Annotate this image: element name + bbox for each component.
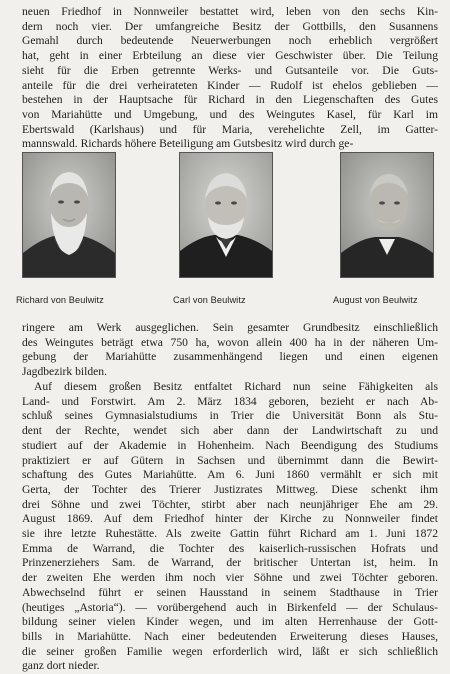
text-line: Ebertswald (Karlshaus) und für Maria, verehelichte Zell, im Gatter- xyxy=(22,122,438,136)
portrait-photo-august xyxy=(340,152,434,278)
portrait-caption-august: August von Beulwitz xyxy=(333,295,418,305)
text-line: hat, geht in einer Erbteilung an diese vier Geschwister über. Die Teilung xyxy=(22,49,438,63)
text-line: ganz dort nieder. xyxy=(22,659,100,673)
text-line: schaftung des Gutes Mariahütte. Am 6. Juni 1860 vermählt er sich mit xyxy=(22,468,438,482)
paragraph-family-estate xyxy=(22,5,438,152)
text-line: neuen Friedhof in Nonnweiler bestattet wird, leben von den sechs Kin- xyxy=(22,5,438,18)
text-line: sieht für die Erben getrennte Werks- und Gutsanteile vor. Die Guts- xyxy=(22,63,438,77)
text-line: anteile für die drei verheirateten Kinder — Rudolf ist ehelos geblieben — xyxy=(22,78,438,92)
text-line: Emma de Warrand, die Tochter des kaiserlich-russischen Hofrats und xyxy=(22,541,438,555)
text-line: die seiner großen Familie wegen erforderlich wird, läßt er sich schließlich xyxy=(22,644,438,658)
portrait-caption-carl: Carl von Beulwitz xyxy=(173,295,246,305)
text-line: ringere am Werk ausgeglichen. Sein gesamter Grundbesitz einschließlich xyxy=(22,321,438,334)
text-line: Land- und Forstwirt. Am 2. März 1834 geboren, bezieht er nach Ab- xyxy=(22,394,438,408)
text-line: August 1869. Auf dem Friedhof hinter der Kirche zu Nonnweiler findet xyxy=(22,512,438,526)
paragraph-richard-biography xyxy=(22,380,438,674)
text-line: schluß seines Gymnasialstudiums in Trier die Universität Bonn als Stu- xyxy=(22,409,438,423)
portrait-caption-richard: Richard von Beulwitz xyxy=(16,295,104,305)
text-line: der zweiten Ehe werden ihm noch vier Söhne und zwei Töchter geboren. xyxy=(22,571,438,585)
text-line: dern noch vier. Der umfangreiche Besitz der Gottbills, den Susannens xyxy=(22,19,438,33)
paragraph-land-holdings xyxy=(22,321,438,380)
text-line: von Mariahütte und Umgebung, und des Weingutes Kasel, für Karl im xyxy=(22,107,438,121)
text-line: dent der Rechte, wendet sich aber dann der Landwirtschaft zu und xyxy=(22,424,438,438)
text-line: bestehen in der Hauptsache für Richard in den Liegenschaften des Gutes xyxy=(22,93,438,107)
text-line: bills in Mariahütte. Nach einer bedeutenden Erweiterung dieses Hauses, xyxy=(22,629,438,643)
text-line: sie ihre letzte Ruhestätte. Als zweite Gattin führt Richard am 1. Juni 1872 xyxy=(22,527,438,541)
text-line: bildung seiner vielen Kinder wegen, und im alten Herrenhause der Gott- xyxy=(22,615,438,629)
portrait-photo-carl xyxy=(179,152,273,278)
text-line: (heutiges „Astoria“). — vorübergehend auch in Birkenfeld — der Schulaus- xyxy=(22,600,438,614)
text-line: Prinzenerziehers Sam. de Warrand, der britischer Untertan ist, heim. In xyxy=(22,556,438,570)
text-line: Abwechselnd führt er seinen Hausstand in seinem Stadthause in Trier xyxy=(22,585,438,599)
text-line: Auf diesem großen Besitz entfaltet Richard nun seine Fähigkeiten als xyxy=(34,380,438,393)
text-line: gebung der Mariahütte zusammenhängend liegen und einen eigenen xyxy=(22,350,438,364)
text-line: praktiziert er auf Gütern in Sachsen und übernimmt dann die Bewirt- xyxy=(22,453,438,467)
text-line: Gerta, der Tochter des Trierer Justizrates Mittweg. Diese schenkt ihm xyxy=(22,482,438,496)
text-line: des Weingutes beträgt etwa 750 ha, wovon allein 400 ha in der näheren Um- xyxy=(22,335,438,349)
text-line: mannswald. Richards höhere Beteiligung am Gutsbesitz wird durch ge- xyxy=(22,137,354,151)
text-line: drei Söhne und zwei Töchter, stirbt aber nach neunjähriger Ehe am 29. xyxy=(22,497,438,511)
text-line: Gemahl durch bedeutende Neuerwerbungen noch erheblich vergrößert xyxy=(22,34,438,48)
text-line: Jagdbezirk bilden. xyxy=(22,365,107,379)
text-line: studiert auf der Akademie in Hohenheim. Nach Beendigung des Studiums xyxy=(22,438,438,452)
portrait-photo-richard xyxy=(22,152,116,278)
